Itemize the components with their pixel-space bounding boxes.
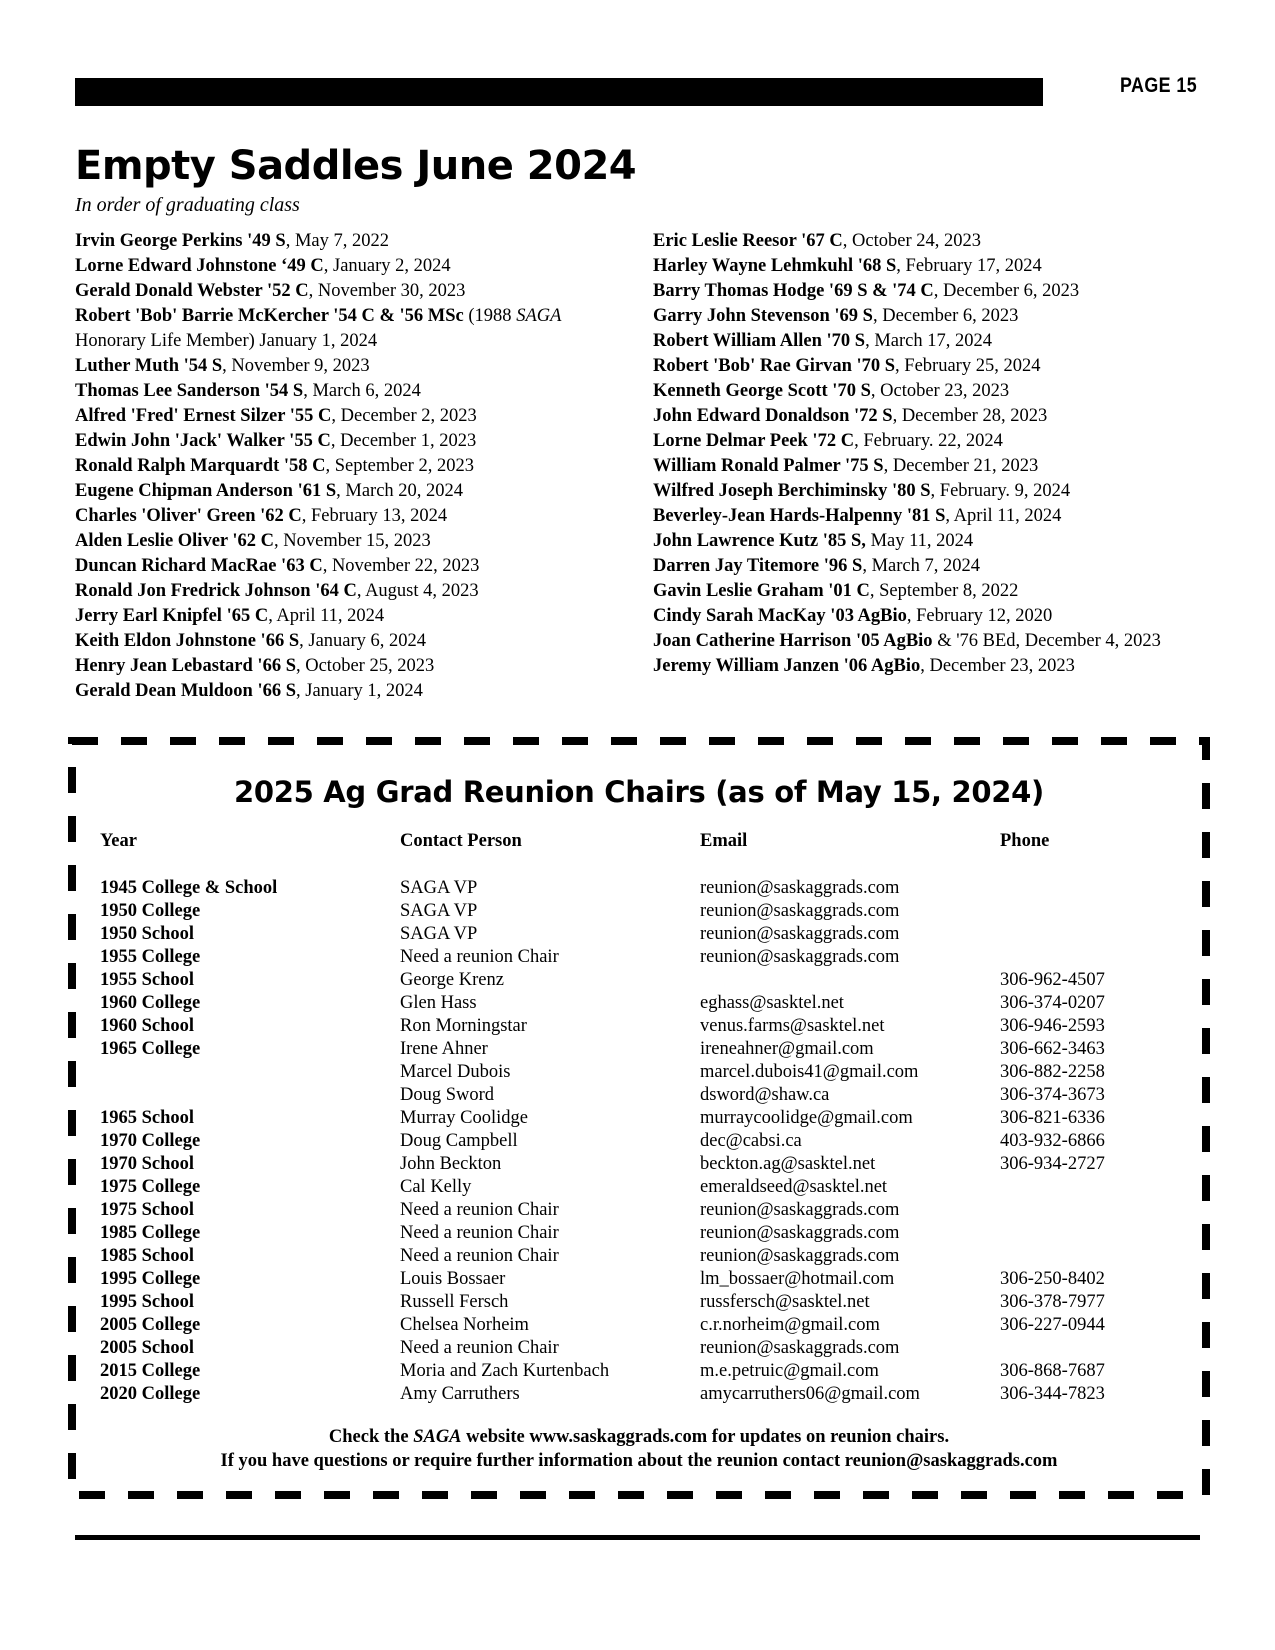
table-row [100, 1130, 1140, 1153]
email-cell: reunion@saskaggrads.com [700, 1223, 900, 1243]
obituary-detail: , September 8, 2022 [869, 581, 1019, 601]
year-cell: 1955 College [100, 947, 201, 967]
email-cell: m.e.petruic@gmail.com [700, 1361, 879, 1381]
obituary-detail: , October 23, 2023 [870, 381, 1010, 401]
table-row [100, 1153, 1140, 1176]
obituary-entry [75, 479, 635, 504]
obituary-entry [653, 429, 1208, 454]
obituary-name: Eugene Chipman Anderson '61 S [75, 481, 337, 501]
phone-cell: 306-868-7687 [1000, 1361, 1105, 1381]
phone-cell: 306-882-2258 [1000, 1062, 1105, 1082]
obituary-detail: , February 25, 2024 [895, 356, 1041, 376]
obituary-detail: , December 6, 2023 [872, 306, 1019, 326]
year-cell: 2005 College [100, 1315, 201, 1335]
year-cell: 1960 School [100, 1016, 195, 1036]
email-cell: marcel.dubois41@gmail.com [700, 1062, 919, 1082]
email-cell: emeraldseed@sasktel.net [700, 1177, 888, 1197]
contact-cell: Glen Hass [400, 993, 477, 1013]
obituary-detail: Honorary Life Member) January 1, 2024 [75, 331, 378, 351]
year-cell: 1975 College [100, 1177, 201, 1197]
obituary-name: Darren Jay Titemore '96 S [653, 556, 863, 576]
contact-cell: Doug Campbell [400, 1131, 518, 1151]
obituary-name: Gerald Dean Muldoon '66 S [75, 681, 296, 701]
email-cell: dsword@shaw.ca [700, 1085, 830, 1105]
footer-rule [75, 1535, 1200, 1540]
phone-cell [1000, 923, 1140, 946]
year-cell: 1945 College & School [100, 878, 278, 898]
table-row [100, 1038, 1140, 1061]
obituary-name: Lorne Delmar Peek '72 C [653, 431, 855, 451]
obituary-entry [75, 554, 635, 579]
email-cell: russfersch@sasktel.net [700, 1292, 870, 1312]
year-cell: 1950 College [100, 901, 201, 921]
page-subtitle: In order of graduating class [75, 194, 300, 216]
obituary-name: Lorne Edward Johnstone ‘49 C [75, 256, 324, 276]
obituary-entry [653, 504, 1208, 529]
year-cell: 1985 School [100, 1246, 195, 1266]
page-title: Empty Saddles June 2024 [75, 143, 637, 189]
table-row [100, 1084, 1140, 1107]
obituary-name: Beverley-Jean Hards-Halpenny '81 S [653, 506, 946, 526]
obituary-name: Robert 'Bob' Rae Girvan '70 S [653, 356, 896, 376]
contact-cell: Irene Ahner [400, 1039, 488, 1059]
obituary-detail: , March 6, 2024 [303, 381, 421, 401]
header-bar [75, 78, 1043, 106]
phone-cell [1000, 900, 1140, 923]
table-row [100, 1199, 1140, 1222]
obituary-detail: , August 4, 2023 [356, 581, 479, 601]
obituary-name: Keith Eldon Johnstone '66 S [75, 631, 300, 651]
email-header: Email [700, 831, 748, 851]
table-row [100, 1107, 1140, 1130]
page-number: PAGE 15 [1120, 74, 1198, 97]
table-row [100, 923, 1140, 946]
obituary-entry [653, 279, 1208, 304]
obituary-detail: , December 23, 2023 [920, 656, 1075, 676]
obituary-entry [75, 529, 635, 554]
email-cell: reunion@saskaggrads.com [700, 901, 900, 921]
year-cell: 1970 School [100, 1154, 195, 1174]
obituary-detail: , February 12, 2020 [906, 606, 1053, 626]
contact-cell: Need a reunion Chair [400, 1246, 559, 1266]
table-row [100, 877, 1140, 900]
contact-cell: Cal Kelly [400, 1177, 472, 1197]
table-row [100, 969, 1140, 992]
obituary-name: Ronald Jon Fredrick Johnson '64 C [75, 581, 357, 601]
email-cell: eghass@sasktel.net [700, 993, 844, 1013]
table-row [100, 1222, 1140, 1245]
email-cell: reunion@saskaggrads.com [700, 947, 900, 967]
obituary-entry [75, 304, 635, 354]
phone-cell [1000, 1199, 1140, 1222]
obituary-entry [653, 379, 1208, 404]
obituary-name: Cindy Sarah MacKay '03 AgBio [653, 606, 907, 626]
obituary-name: John Edward Donaldson '72 S [653, 406, 893, 426]
obituary-entry [75, 254, 635, 279]
table-row [100, 1015, 1140, 1038]
reunion-table [100, 831, 1140, 1406]
year-cell: 1955 School [100, 970, 195, 990]
obituary-list-right [653, 229, 1208, 679]
phone-cell: 306-344-7823 [1000, 1384, 1105, 1404]
obituary-entry [75, 629, 635, 654]
contact-cell: Amy Carruthers [400, 1384, 520, 1404]
contact-cell: Chelsea Norheim [400, 1315, 529, 1335]
obituary-name: Garry John Stevenson '69 S [653, 306, 873, 326]
phone-cell: 306-227-0944 [1000, 1315, 1105, 1335]
contact-cell: Louis Bossaer [400, 1269, 506, 1289]
obituary-entry [653, 229, 1208, 254]
obituary-name: Charles 'Oliver' Green '62 C [75, 506, 302, 526]
table-row [100, 992, 1140, 1015]
obituary-detail: , December 28, 2023 [892, 406, 1048, 426]
phone-cell: 306-946-2593 [1000, 1016, 1105, 1036]
table-spacer [100, 867, 1140, 877]
obituary-entry [653, 454, 1208, 479]
obituary-detail: , March 7, 2024 [862, 556, 980, 576]
obituary-detail: , January 2, 2024 [323, 256, 451, 276]
obituary-detail: , February. 22, 2024 [854, 431, 1003, 451]
obituary-entry [653, 604, 1208, 629]
phone-cell: 306-662-3463 [1000, 1039, 1105, 1059]
email-cell: beckton.ag@sasktel.net [700, 1154, 876, 1174]
obituary-detail: , September 2, 2023 [325, 456, 474, 476]
email-cell [700, 969, 1000, 992]
obituary-name: Alfred 'Fred' Ernest Silzer '55 C [75, 406, 332, 426]
year-cell: 1950 School [100, 924, 195, 944]
table-header-row [100, 831, 1140, 867]
obituary-entry [653, 554, 1208, 579]
obituary-name: Irvin George Perkins '49 S [75, 231, 286, 251]
obituary-name: William Ronald Palmer '75 S [653, 456, 884, 476]
obituary-detail: , April 11, 2024 [945, 506, 1062, 526]
table-row [100, 1360, 1140, 1383]
contact-cell: Moria and Zach Kurtenbach [400, 1361, 610, 1381]
table-row [100, 1337, 1140, 1360]
email-cell: ireneahner@gmail.com [700, 1039, 874, 1059]
obituary-entry [75, 404, 635, 429]
obituary-entry [75, 454, 635, 479]
footer-line-1 [68, 1425, 1210, 1449]
obituary-name: Ronald Ralph Marquardt '58 C [75, 456, 326, 476]
phone-header: Phone [1000, 831, 1050, 851]
year-cell: 1995 College [100, 1269, 201, 1289]
obituary-detail: , December 21, 2023 [883, 456, 1039, 476]
phone-cell [1000, 1176, 1140, 1199]
year-cell [100, 1061, 400, 1084]
obituary-entry [653, 654, 1208, 679]
year-header: Year [100, 831, 137, 851]
obituary-detail: & '76 BEd, December 4, 2023 [932, 631, 1161, 651]
obituary-detail: , February 13, 2024 [301, 506, 448, 526]
phone-cell: 306-374-0207 [1000, 993, 1105, 1013]
table-row [100, 1245, 1140, 1268]
obituary-entry [75, 579, 635, 604]
obituary-name: Luther Muth '54 S [75, 356, 223, 376]
contact-cell: Need a reunion Chair [400, 1200, 559, 1220]
obituary-detail: , October 24, 2023 [842, 231, 981, 251]
obituary-entry [653, 254, 1208, 279]
email-cell: amycarruthers06@gmail.com [700, 1384, 920, 1404]
obituary-entry [653, 579, 1208, 604]
obituary-detail: , February 17, 2024 [896, 256, 1042, 276]
year-cell: 2005 School [100, 1338, 195, 1358]
obituary-detail: , May 7, 2022 [285, 231, 389, 251]
obituary-name: Barry Thomas Hodge '69 S & '74 C [653, 281, 934, 301]
email-cell: reunion@saskaggrads.com [700, 1338, 900, 1358]
obituary-entry [75, 504, 635, 529]
contact-cell: Need a reunion Chair [400, 1338, 559, 1358]
phone-cell: 403-932-6866 [1000, 1131, 1105, 1151]
obituary-name: Wilfred Joseph Berchiminsky '80 S [653, 481, 931, 501]
obituary-name: Robert 'Bob' Barrie McKercher '54 C & '56 MSc [75, 306, 464, 326]
year-cell [100, 1084, 400, 1107]
obituary-detail: , December 2, 2023 [331, 406, 477, 426]
year-cell: 2020 College [100, 1384, 201, 1404]
contact-cell: Marcel Dubois [400, 1062, 511, 1082]
obituary-name: Gerald Donald Webster '52 C [75, 281, 309, 301]
reunion-title: 2025 Ag Grad Reunion Chairs (as of May 15, 2024) [233, 775, 1045, 809]
obituary-detail: , October 25, 2023 [295, 656, 435, 676]
year-cell: 2015 College [100, 1361, 201, 1381]
obituary-name: Harley Wayne Lehmkuhl '68 S [653, 256, 897, 276]
obituary-detail: , November 15, 2023 [274, 531, 431, 551]
obituary-entry [653, 354, 1208, 379]
contact-header: Contact Person [400, 831, 522, 851]
contact-cell: Ron Morningstar [400, 1016, 527, 1036]
obituary-tag: SAGA [516, 306, 562, 326]
contact-cell: Need a reunion Chair [400, 1223, 559, 1243]
obituary-name: Eric Leslie Reesor '67 C [653, 231, 843, 251]
obituary-name: Kenneth George Scott '70 S [653, 381, 871, 401]
contact-cell: Need a reunion Chair [400, 947, 559, 967]
obituary-name: Jerry Earl Knipfel '65 C [75, 606, 269, 626]
email-cell: venus.farms@sasktel.net [700, 1016, 885, 1036]
table-row [100, 1291, 1140, 1314]
table-row [100, 1314, 1140, 1337]
phone-cell [1000, 1222, 1140, 1245]
year-cell: 1985 College [100, 1223, 201, 1243]
obituary-entry [75, 354, 635, 379]
phone-cell [1000, 1245, 1140, 1268]
obituary-list-left [75, 229, 635, 704]
contact-cell: Murray Coolidge [400, 1108, 528, 1128]
phone-cell: 306-250-8402 [1000, 1269, 1105, 1289]
year-cell: 1995 School [100, 1292, 195, 1312]
obituary-entry [75, 679, 635, 704]
table-row [100, 1383, 1140, 1406]
phone-cell: 306-962-4507 [1000, 970, 1105, 990]
phone-cell: 306-821-6336 [1000, 1108, 1105, 1128]
year-cell: 1970 College [100, 1131, 201, 1151]
phone-cell: 306-378-7977 [1000, 1292, 1105, 1312]
obituary-detail: May 11, 2024 [865, 531, 974, 551]
obituary-detail: , March 20, 2024 [336, 481, 464, 501]
obituary-name: Duncan Richard MacRae '63 C [75, 556, 323, 576]
obituary-entry [653, 329, 1208, 354]
obituary-name: Edwin John 'Jack' Walker '55 C [75, 431, 331, 451]
contact-cell: SAGA VP [400, 901, 478, 921]
email-cell: reunion@saskaggrads.com [700, 1246, 900, 1266]
footer-line-2: If you have questions or require further information about the reunion contact reunion@saskaggrads.com [220, 1451, 1058, 1471]
obituary-detail: , January 6, 2024 [299, 631, 427, 651]
obituary-detail: , November 9, 2023 [222, 356, 370, 376]
phone-cell: 306-374-3673 [1000, 1085, 1105, 1105]
obituary-entry [75, 279, 635, 304]
phone-cell [1000, 946, 1140, 969]
obituary-name: John Lawrence Kutz '85 S, [653, 531, 866, 551]
table-row [100, 946, 1140, 969]
obituary-entry [75, 379, 635, 404]
email-cell: c.r.norheim@gmail.com [700, 1315, 880, 1335]
obituary-name: Henry Jean Lebastard '66 S [75, 656, 296, 676]
email-cell: reunion@saskaggrads.com [700, 878, 900, 898]
contact-cell: Russell Fersch [400, 1292, 509, 1312]
year-cell: 1965 College [100, 1039, 201, 1059]
obituary-entry [653, 479, 1208, 504]
table-row [100, 1176, 1140, 1199]
obituary-entry [653, 629, 1208, 654]
obituary-detail: , December 1, 2023 [330, 431, 477, 451]
obituary-entry [75, 229, 635, 254]
obituary-detail: , December 6, 2023 [933, 281, 1080, 301]
table-row [100, 1061, 1140, 1084]
email-cell: reunion@saskaggrads.com [700, 1200, 900, 1220]
obituary-detail: , November 30, 2023 [308, 281, 466, 301]
obituary-detail: , February. 9, 2024 [930, 481, 1071, 501]
obituary-entry [75, 604, 635, 629]
table-row [100, 1268, 1140, 1291]
email-cell: reunion@saskaggrads.com [700, 924, 900, 944]
obituary-name: Alden Leslie Oliver '62 C [75, 531, 275, 551]
obituary-detail: (1988 [463, 306, 517, 326]
obituary-detail: , January 1, 2024 [296, 681, 423, 701]
obituary-detail: , April 11, 2024 [268, 606, 385, 626]
obituary-name: Joan Catherine Harrison '05 AgBio [653, 631, 933, 651]
obituary-entry [75, 654, 635, 679]
phone-cell: 306-934-2727 [1000, 1154, 1105, 1174]
reunion-footer [68, 1425, 1210, 1473]
obituary-name: Jeremy William Janzen '06 AgBio [653, 656, 921, 676]
obituary-entry [653, 304, 1208, 329]
reunion-chairs-box [68, 737, 1210, 1499]
footer-saga: SAGA [413, 1427, 462, 1447]
obituary-name: Thomas Lee Sanderson '54 S [75, 381, 304, 401]
email-cell: murraycoolidge@gmail.com [700, 1108, 913, 1128]
obituary-detail: , March 17, 2024 [865, 331, 993, 351]
footer-text: Check the [328, 1427, 414, 1447]
obituary-entry [653, 404, 1208, 429]
obituary-name: Robert William Allen '70 S [653, 331, 866, 351]
contact-cell: John Beckton [400, 1154, 502, 1174]
contact-cell: SAGA VP [400, 924, 478, 944]
phone-cell [1000, 1337, 1140, 1360]
email-cell: lm_bossaer@hotmail.com [700, 1269, 895, 1289]
email-cell: dec@cabsi.ca [700, 1131, 802, 1151]
year-cell: 1975 School [100, 1200, 195, 1220]
obituary-detail: , November 22, 2023 [322, 556, 480, 576]
contact-cell: Doug Sword [400, 1085, 495, 1105]
year-cell: 1960 College [100, 993, 201, 1013]
phone-cell [1000, 877, 1140, 900]
contact-cell: SAGA VP [400, 878, 478, 898]
obituary-name: Gavin Leslie Graham '01 C [653, 581, 870, 601]
table-row [100, 900, 1140, 923]
footer-text: website www.saskaggrads.com for updates on reunion chairs. [461, 1427, 950, 1447]
contact-cell: George Krenz [400, 970, 504, 990]
obituary-entry [653, 529, 1208, 554]
obituary-entry [75, 429, 635, 454]
year-cell: 1965 School [100, 1108, 195, 1128]
